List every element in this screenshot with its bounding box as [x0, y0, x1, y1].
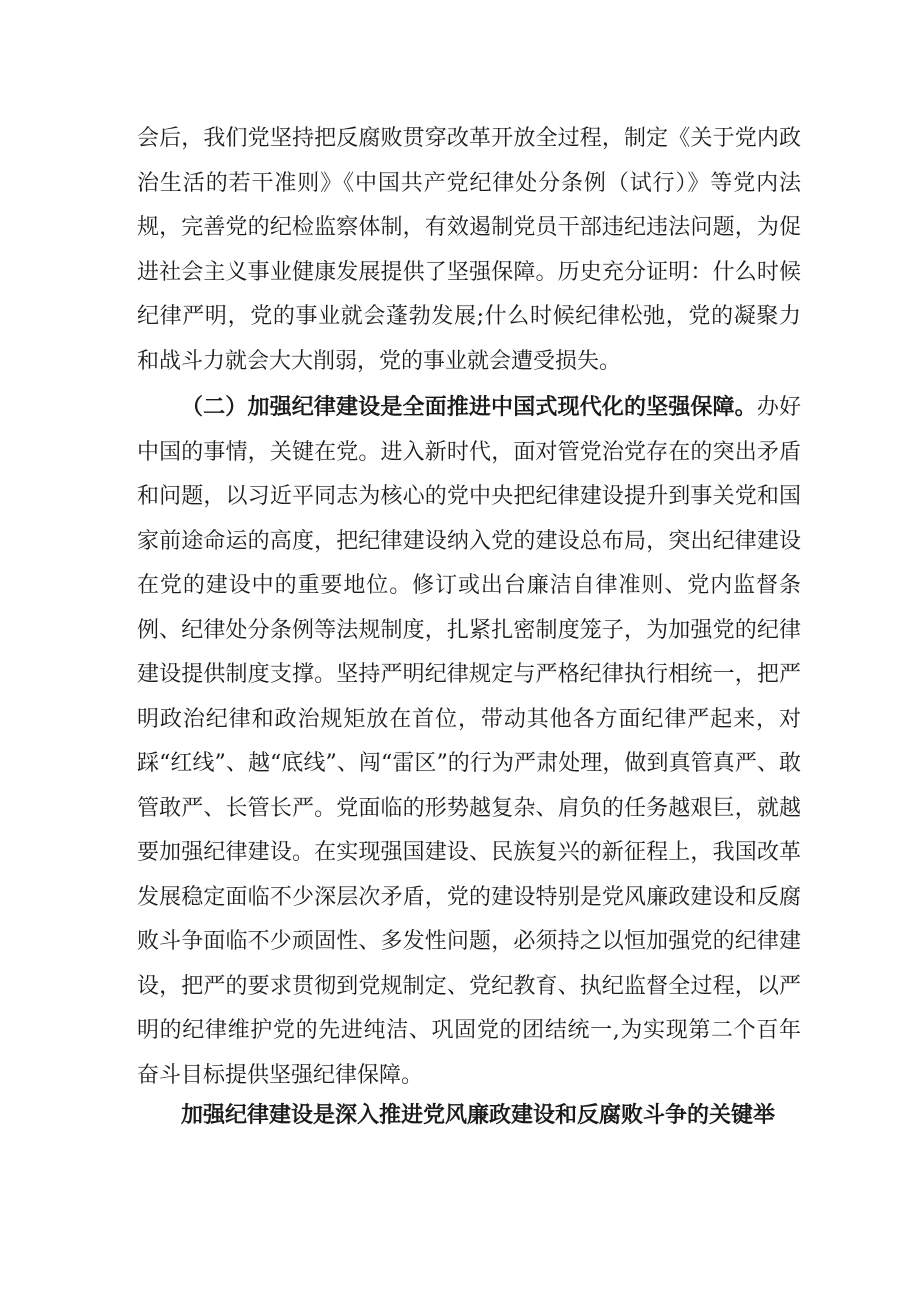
paragraph-3-text: 加强纪律建设是深入推进党风廉政建设和反腐败斗争的关键举 — [181, 1102, 776, 1128]
section-heading: （二）加强纪律建设是全面推进中国式现代化的坚强保障。 — [181, 394, 757, 420]
paragraph-3 — [137, 1093, 801, 1138]
paragraph-1 — [137, 117, 801, 384]
paragraph-1-text: 会后，我们党坚持把反腐败贯穿改革开放全过程，制定《关于党内政治生活的若干准则》《中国共产党纪律处分条例（试行）》等党内法规，完善党的纪检监察体制，有效遏制党员干部违纪违法问题，为促进社会主义事业健康发展提供了坚强保障。历史充分证明：什么时候纪律严明，党的事业就会蓬勃发展;什么时候纪律松弛，党的凝聚力和战斗力就会大大削弱，党的事业就会遭受损失。 — [137, 126, 801, 374]
paragraph-2 — [137, 385, 801, 1098]
paragraph-2-text: 办好中国的事情，关键在党。进入新时代，面对管党治党存在的突出矛盾和问题，以习近平同志为核心的党中央把纪律建设提升到事关党和国家前途命运的高度，把纪律建设纳入党的建设总布局，突出纪律建设在党的建设中的重要地位。修订或出台廉洁自律准则、党内监督条例、纪律处分条例等法规制度，扎紧扎密制度笼子，为加强党的纪律建设提供制度支撑。坚持严明纪律规定与严格纪律执行相统一，把严明政治纪律和政治规矩放在首位，带动其他各方面纪律严起来，对踩“红线”、越“底线”、闯“雷区”的行为严肃处理，做到真管真严、敢管敢严、长管长严。党面临的形势越复杂、肩负的任务越艰巨，就越要加强纪律建设。在实现强国建设、民族复兴的新征程上，我国改革发展稳定面临不少深层次矛盾，党的建设特别是党风廉政建设和反腐败斗争面临不少顽固性、多发性问题，必须持之以恒加强党的纪律建设，把严的要求贯彻到党规制定、党纪教育、执纪监督全过程，以严明的纪律维护党的先进纯洁、巩固党的团结统一,为实现第二个百年奋斗目标提供坚强纪律保障。 — [137, 395, 801, 1088]
